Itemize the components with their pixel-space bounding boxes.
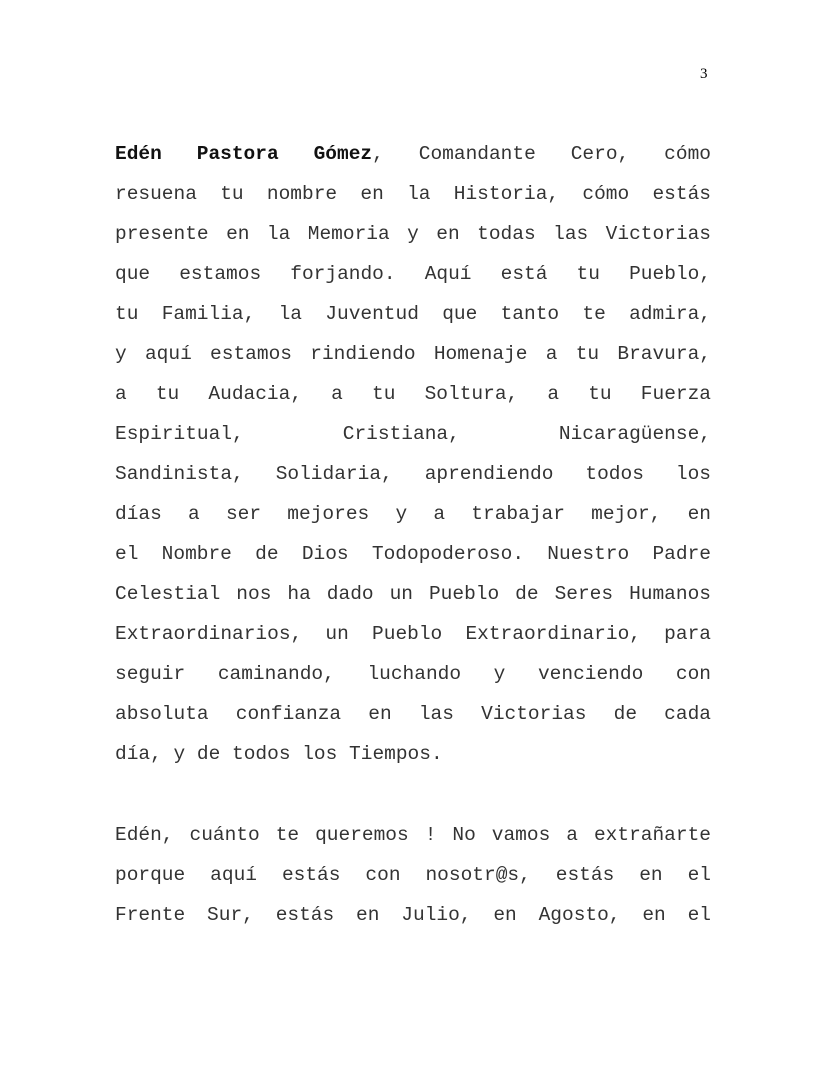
paragraph-1-line-3: presente en la Memoria y en todas las Victorias (115, 223, 711, 245)
page-number: 3 (700, 66, 708, 82)
paragraph-1-line-5: tu Familia, la Juventud que tanto te admira, (115, 303, 711, 325)
paragraph-1-line-6: y aquí estamos rindiendo Homenaje a tu Bravura, (115, 343, 711, 365)
paragraph-1-line-16: día, y de todos los Tiempos. (115, 743, 443, 765)
paragraph-1-line-11: el Nombre de Dios Todopoderoso. Nuestro Padre (115, 543, 711, 565)
paragraph-1-line-1 (115, 134, 711, 174)
paragraph-1-line-14: seguir caminando, luchando y venciendo con (115, 663, 711, 685)
paragraph-1-line-8: Espiritual, Cristiana, Nicaragüense, (115, 423, 711, 445)
paragraph-1-line-12: Celestial nos ha dado un Pueblo de Seres Humanos (115, 583, 711, 605)
paragraph-2-line-1: Edén, cuánto te queremos ! No vamos a extrañarte (115, 824, 711, 846)
paragraph-1-line-4: que estamos forjando. Aquí está tu Pueblo, (115, 263, 711, 285)
paragraph-1-line-2: resuena tu nombre en la Historia, cómo estás (115, 183, 711, 205)
line-text: , Comandante Cero, cómo (372, 143, 711, 165)
paragraph-1-line-13: Extraordinarios, un Pueblo Extraordinario, para (115, 623, 711, 645)
paragraph-2 (115, 815, 711, 935)
paragraph-2-line-3: Frente Sur, estás en Julio, en Agosto, en el (115, 904, 711, 926)
paragraph-1-line-15: absoluta confianza en las Victorias de cada (115, 703, 711, 725)
paragraph-1-line-7: a tu Audacia, a tu Soltura, a tu Fuerza (115, 383, 711, 405)
paragraph-1-line-9: Sandinista, Solidaria, aprendiendo todos los (115, 463, 711, 485)
paragraph-1-line-10: días a ser mejores y a trabajar mejor, en (115, 503, 711, 525)
paragraph-2-line-2: porque aquí estás con nosotr@s, estás en el (115, 864, 711, 886)
bold-name: Edén Pastora Gómez (115, 143, 373, 165)
paragraph-1 (115, 134, 711, 774)
